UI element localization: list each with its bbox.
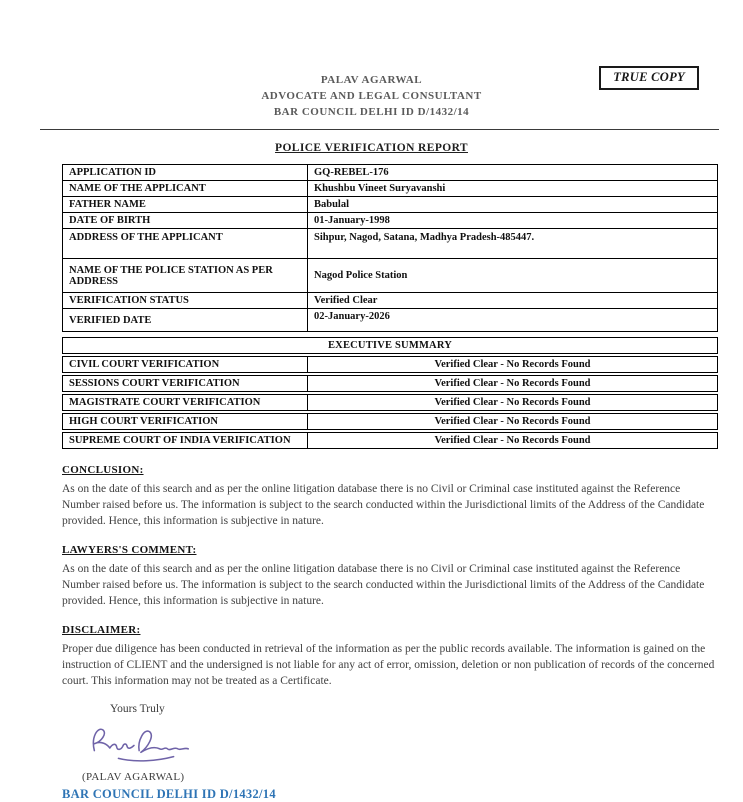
detail-value: Sihpur, Nagod, Satana, Madhya Pradesh-485447. (308, 229, 718, 259)
table-row (63, 165, 718, 181)
table-row (62, 413, 718, 430)
letterhead-role: ADVOCATE AND LEGAL CONSULTANT (261, 90, 482, 102)
detail-label: VERIFIED DATE (63, 309, 308, 332)
letterhead (0, 0, 743, 120)
conclusion-text: As on the date of this search and as per the online litigation database there is no Civil or Criminal case instituted against the Reference Number raised before us. The information is subject to the search conducted within the Jurisdictional limits of the Address of the Candidate provided. Hence, this information is subjective in nature. (62, 483, 705, 527)
summary-label: CIVIL COURT VERIFICATION (63, 357, 308, 372)
detail-value: 01-January-1998 (308, 213, 718, 229)
signatory-name: (PALAV AGARWAL) (82, 771, 185, 783)
table-row (63, 293, 718, 309)
summary-label: MAGISTRATE COURT VERIFICATION (63, 395, 308, 410)
detail-label: VERIFICATION STATUS (63, 293, 308, 309)
true-copy-stamp: TRUE COPY (599, 66, 699, 90)
summary-value: Verified Clear - No Records Found (434, 416, 591, 427)
letterhead-name: PALAV AGARWAL (320, 74, 423, 86)
lawyers-comment-heading: LAWYERS'S COMMENT: (62, 544, 197, 556)
table-row (62, 356, 718, 373)
signoff-block (62, 703, 718, 802)
applicant-details-table (62, 164, 718, 332)
disclaimer-heading: DISCLAIMER: (62, 624, 141, 636)
executive-summary-title: EXECUTIVE SUMMARY (62, 337, 718, 354)
detail-value: 02-January-2026 (308, 309, 718, 332)
detail-label: APPLICATION ID (63, 165, 308, 181)
disclaimer-section (62, 620, 718, 689)
executive-summary-table (62, 337, 718, 449)
detail-value: Nagod Police Station (308, 259, 718, 293)
bar-council-id: BAR COUNCIL DELHI ID D/1432/14 (62, 787, 276, 801)
summary-label: SUPREME COURT OF INDIA VERIFICATION (63, 433, 308, 448)
table-row (63, 309, 718, 332)
detail-label: NAME OF THE POLICE STATION AS PER ADDRESS (63, 259, 308, 293)
table-row (62, 432, 718, 449)
table-row (63, 181, 718, 197)
lawyers-comment-section (62, 540, 718, 609)
salutation: Yours Truly (110, 703, 165, 715)
table-row (62, 375, 718, 392)
table-row (63, 259, 718, 293)
summary-value: Verified Clear - No Records Found (434, 397, 591, 408)
table-row (63, 197, 718, 213)
detail-label: DATE OF BIRTH (63, 213, 308, 229)
report-body (62, 164, 718, 802)
table-row (63, 229, 718, 259)
detail-label: FATHER NAME (63, 197, 308, 213)
detail-value: Verified Clear (308, 293, 718, 309)
table-row (62, 394, 718, 411)
conclusion-section (62, 460, 718, 529)
summary-label: HIGH COURT VERIFICATION (63, 414, 308, 429)
letterhead-divider (40, 129, 719, 130)
summary-value: Verified Clear - No Records Found (434, 435, 591, 446)
summary-value: Verified Clear - No Records Found (434, 359, 591, 370)
detail-value: GQ-REBEL-176 (308, 165, 718, 181)
letterhead-bar-id: BAR COUNCIL DELHI ID D/1432/14 (273, 106, 470, 118)
lawyers-comment-text: As on the date of this search and as per the online litigation database there is no Civil or Criminal case instituted against the Reference Number raised before us. The information is subject to the search conducted within the Jurisdictional limits of the Address of the Candidate provided. Hence, this information is subjective in nature. (62, 563, 705, 607)
page-title: POLICE VERIFICATION REPORT (275, 142, 468, 154)
summary-value: Verified Clear - No Records Found (434, 378, 591, 389)
conclusion-heading: CONCLUSION: (62, 464, 144, 476)
disclaimer-text: Proper due diligence has been conducted in retrieval of the information as per the public records available. The information is gained on the instruction of CLIENT and the undersigned is not liable for any act of error, omission, deletion or non publication of records of the concerned court. This information may not be treated as a Certificate. (62, 643, 715, 687)
detail-label: NAME OF THE APPLICANT (63, 181, 308, 197)
detail-label: ADDRESS OF THE APPLICANT (63, 229, 308, 259)
summary-label: SESSIONS COURT VERIFICATION (63, 376, 308, 391)
detail-value: Khushbu Vineet Suryavanshi (308, 181, 718, 197)
detail-value: Babulal (308, 197, 718, 213)
signature-image (84, 721, 718, 771)
table-row (63, 213, 718, 229)
